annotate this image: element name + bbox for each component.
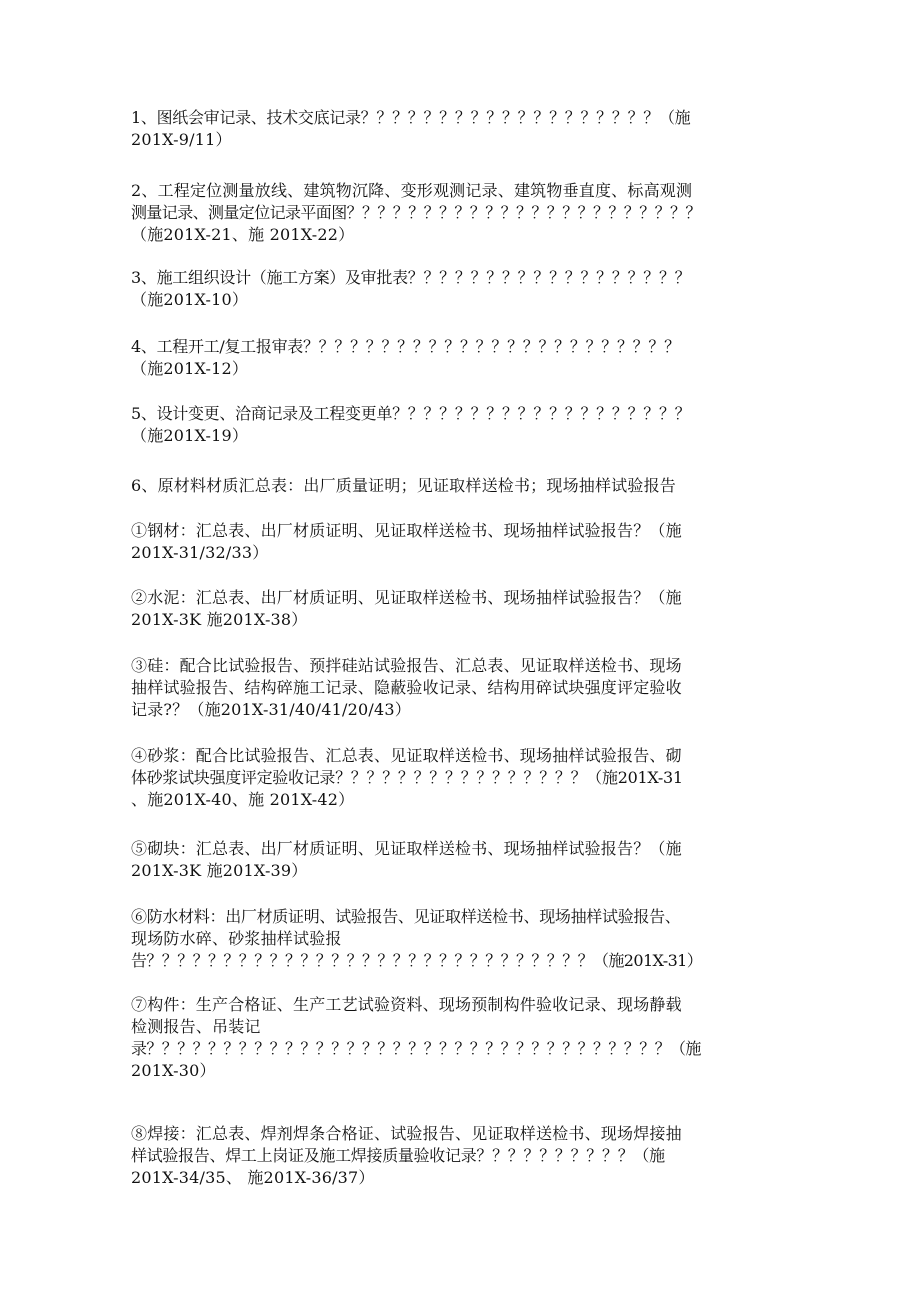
item-1 [131, 107, 781, 151]
item-6-2-line-2: 201X-3K 施201X-38） [131, 610, 308, 629]
item-6-3-line-1: ③硅：配合比试验报告、预拌硅站试验报告、汇总表、见证取样送检书、现场 [131, 656, 682, 675]
item-6-8-welding [131, 1123, 781, 1189]
item-6-7-line-1: ⑦构件：生产合格证、生产工艺试验资料、现场预制构件验收记录、现场静载 [131, 995, 682, 1014]
item-6-6-waterproof [131, 906, 781, 972]
item-6-3-line-2: 抽样试验报告、结构碎施工记录、隐蔽验收记录、结构用碎试块强度评定验收 [131, 678, 682, 697]
item-6-2-cement [131, 587, 781, 631]
item-6-7-line-4: 201X-30） [131, 1061, 216, 1080]
item-6-7-line-3: 录？？？？？？？？？？？？？？？？？？？？？？？？？？？？？？？？？？（施 [131, 1039, 701, 1058]
item-4-line-1: 4、工程开工/复工报审表？？？？？？？？？？？？？？？？？？？？？？？？ [131, 337, 680, 356]
item-6-2-line-1: ②水泥：汇总表、出厂材质证明、见证取样送检书、现场抽样试验报告？（施 [131, 588, 682, 607]
item-2-line-1: 2、工程定位测量放线、建筑物沉降、变形观测记录、建筑物垂直度、标高观测 [131, 181, 693, 200]
item-6-line-1: 6、原材料材质汇总表：出厂质量证明；见证取样送检书；现场抽样试验报告 [131, 476, 676, 495]
item-2-line-2: 测量记录、测量定位记录平面图？？？？？？？？？？？？？？？？？？？？？？？ [131, 203, 701, 222]
item-2 [131, 180, 781, 246]
item-5-line-2: （施201X-19） [131, 426, 249, 445]
item-6-7-line-2: 检测报告、吊装记 [131, 1017, 261, 1036]
item-6-4-mortar [131, 745, 781, 811]
item-4 [131, 336, 781, 380]
item-6-4-line-1: ④砂浆：配合比试验报告、汇总表、见证取样送检书、现场抽样试验报告、砌 [131, 746, 682, 765]
item-3-line-1: 3、施工组织设计（施工方案）及审批表？？？？？？？？？？？？？？？？？？ [131, 268, 691, 287]
item-6-4-line-3: 、施201X-40、施 201X-42） [131, 790, 355, 809]
item-6-6-line-3: 告？？？？？？？？？？？？？？？？？？？？？？？？？？？？？（施201X-31） [131, 951, 703, 970]
item-6-6-line-1: ⑥防水材料：出厂材质证明、试验报告、见证取样送检书、现场抽样试验报告、 [131, 907, 681, 926]
item-1-line-2: 201X-9/11） [131, 130, 232, 149]
item-6-5-line-2: 201X-3K 施201X-39） [131, 861, 308, 880]
item-6-1-line-2: 201X-31/32/33） [131, 543, 269, 562]
item-2-line-3: （施201X-21、施 201X-22） [131, 225, 355, 244]
item-6-8-line-3: 201X-34/35、 施201X-36/37） [131, 1168, 375, 1187]
item-5-line-1: 5、设计变更、洽商记录及工程变更单？？？？？？？？？？？？？？？？？？？ [131, 404, 691, 423]
item-6-1-line-1: ①钢材：汇总表、出厂材质证明、见证取样送检书、现场抽样试验报告？（施 [131, 521, 682, 540]
item-6-4-line-2: 体砂浆试块强度评定验收记录？？？？？？？？？？？？？？？？（施201X-31 [131, 768, 683, 787]
item-1-line-1: 1、图纸会审记录、技术交底记录？？？？？？？？？？？？？？？？？？？（施 [131, 108, 691, 127]
item-3 [131, 267, 781, 311]
item-6-5-line-1: ⑤砌块：汇总表、出厂材质证明、见证取样送检书、现场抽样试验报告？（施 [131, 839, 682, 858]
item-6-3-line-3: 记录?？（施201X-31/40/41/20/43） [131, 700, 411, 719]
item-6-7-components [131, 994, 781, 1082]
item-6 [131, 475, 781, 497]
item-5 [131, 403, 781, 447]
item-6-6-line-2: 现场防水碎、砂浆抽样试验报 [131, 929, 342, 948]
item-6-3-concrete [131, 655, 781, 721]
item-6-8-line-1: ⑧焊接：汇总表、焊剂焊条合格证、试验报告、见证取样送检书、现场焊接抽 [131, 1124, 682, 1143]
item-6-1-steel [131, 520, 781, 564]
item-6-5-block [131, 838, 781, 882]
item-3-line-2: （施201X-10） [131, 290, 249, 309]
item-4-line-2: （施201X-12） [131, 359, 249, 378]
item-6-8-line-2: 样试验报告、焊工上岗证及施工焊接质量验收记录？？？？？？？？？？（施 [131, 1146, 665, 1165]
